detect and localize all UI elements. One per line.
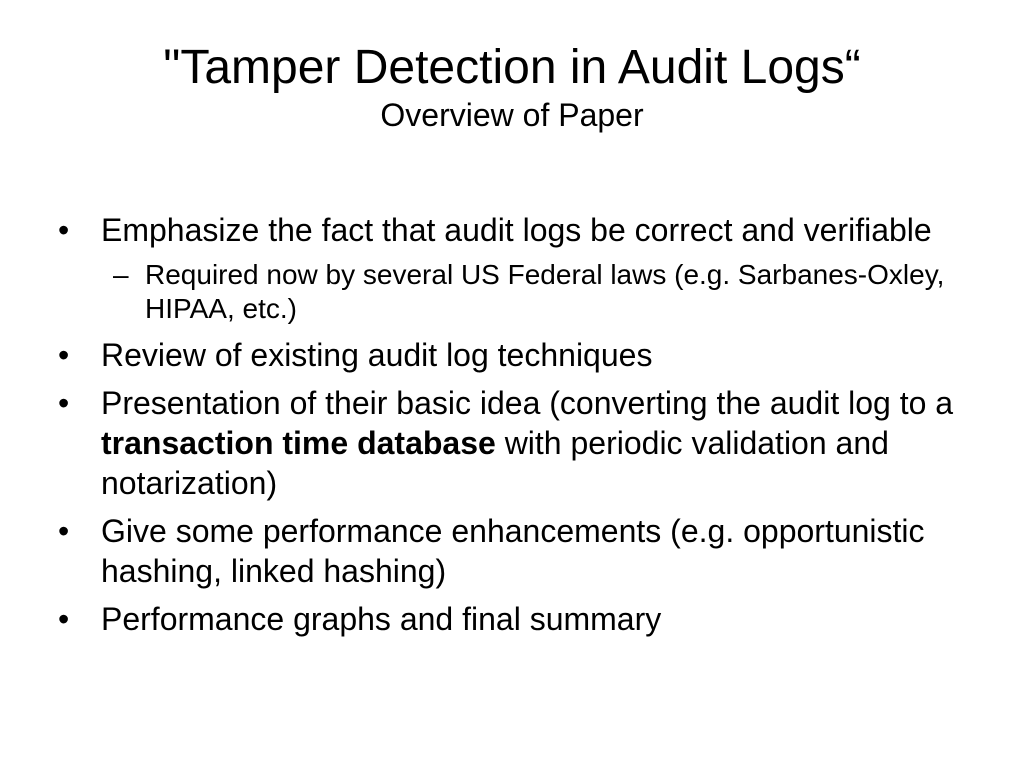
bullet-item bbox=[58, 599, 958, 639]
bullet-text-part: with periodic validation and notarization) bbox=[101, 425, 889, 501]
sub-bullet-text: Required now by several US Federal laws (e.g. Sarbanes-Oxley, HIPAA, etc.) bbox=[145, 259, 945, 324]
bullet-text: Emphasize the fact that audit logs be correct and verifiable bbox=[101, 212, 932, 248]
bullet-item bbox=[58, 210, 958, 250]
slide-subtitle: Overview of Paper bbox=[380, 97, 644, 133]
bullet-marker: • bbox=[58, 513, 70, 549]
bullet-text: Review of existing audit log techniques bbox=[101, 337, 653, 373]
bullet-text-part: Presentation of their basic idea (converting the audit log to a bbox=[101, 385, 954, 421]
bullet-text: Give some performance enhancements (e.g. opportunistic hashing, linked hashing) bbox=[101, 513, 925, 589]
title-block bbox=[0, 40, 1024, 134]
bullet-marker: • bbox=[58, 385, 70, 421]
bullet-bold-text: transaction time database bbox=[101, 425, 496, 461]
bullet-item bbox=[58, 511, 958, 591]
sub-bullet-marker: – bbox=[113, 259, 129, 290]
bullet-list bbox=[58, 210, 958, 647]
bullet-marker: • bbox=[58, 212, 70, 248]
bullet-marker: • bbox=[58, 601, 70, 637]
bullet-item bbox=[58, 383, 958, 503]
bullet-text: Performance graphs and final summary bbox=[101, 601, 662, 637]
slide-title: "Tamper Detection in Audit Logs“ bbox=[163, 41, 861, 94]
sub-bullet-item bbox=[58, 258, 958, 326]
bullet-marker: • bbox=[58, 337, 70, 373]
bullet-item bbox=[58, 335, 958, 375]
